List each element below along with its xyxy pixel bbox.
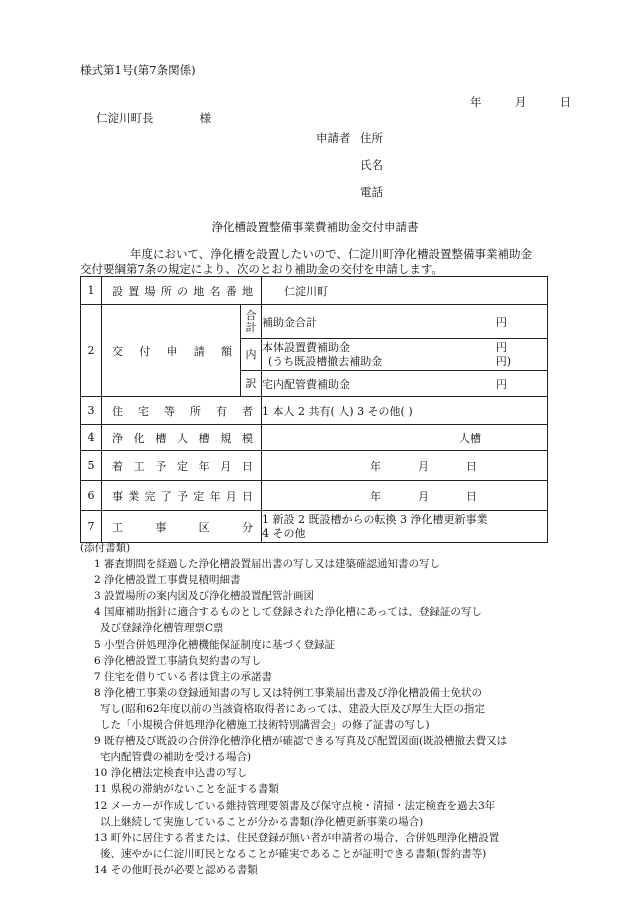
label-char: 等	[164, 404, 175, 418]
label-char: 区	[198, 520, 210, 534]
work-type-options-1: 1 新設 2 既設槽からの転換 3 浄化槽更新事業	[262, 512, 488, 526]
main-amount-label: 本体設置費補助金	[262, 340, 350, 354]
list-item: 2 浄化槽設置工事費見積明細書	[94, 574, 241, 587]
label-char: 申	[166, 344, 178, 358]
label-char: 額	[221, 344, 232, 358]
list-item: 及び登録浄化槽管理票C票	[100, 622, 224, 635]
label-char: 番	[225, 284, 237, 298]
label-char: 工	[112, 520, 123, 534]
label-char: 請	[193, 344, 205, 358]
completion-date-field[interactable]: 年 月 日	[262, 481, 548, 511]
intro-line-2: 交付要綱第7条の規定により、次のとおり補助金の交付を申請します。	[80, 262, 443, 276]
row-number: 5	[81, 451, 102, 481]
date-year-label: 年	[470, 95, 482, 109]
location-value[interactable]: 仁淀川町	[262, 277, 548, 305]
list-item: 14 その他町長が必要と認める書類	[94, 863, 258, 876]
list-item: 8 浄化槽工事業の登録通知書の写し又は特例工事業届出書及び浄化槽設備士免状の	[94, 686, 483, 699]
label-char: 年	[209, 489, 221, 503]
label-char: 槽	[155, 431, 167, 445]
label-char: 事	[112, 489, 123, 503]
row-label-completion-date	[102, 488, 261, 504]
row-label-location	[102, 283, 261, 299]
work-type-field[interactable]	[262, 511, 548, 543]
total-amount-field[interactable]	[262, 305, 548, 339]
label-char: 定	[193, 489, 205, 503]
row-label-amount	[102, 343, 240, 359]
list-item: 12 メーカーが作成している維持管理要領書及び保守点検・清掃・法定検査を過去3年	[94, 799, 496, 812]
label-char: 槽	[198, 431, 210, 445]
pipe-amount-field[interactable]	[262, 371, 548, 397]
list-item: 11 県税の滞納がないことを証する書類	[94, 783, 279, 796]
applicant-label: 申請者	[316, 131, 351, 145]
label-char: 人	[176, 431, 188, 445]
label-char: 浄	[112, 431, 123, 445]
label-char: 地	[193, 284, 205, 298]
label-char: 設	[112, 284, 123, 298]
breakdown-marker-uchi: 内	[241, 339, 262, 371]
label-char: 着	[112, 459, 123, 473]
row-number: 3	[81, 397, 102, 425]
list-item: 4 国庫補助指針に適合するものとして登録された浄化槽にあっては、登録証の写し	[94, 606, 482, 619]
label-char: 者	[242, 404, 253, 418]
applicant-name-label: 氏名	[360, 158, 383, 172]
form-number: 様式第1号(第7条関係)	[80, 63, 196, 77]
addressee-honorific: 様	[199, 111, 211, 125]
label-char: 化	[133, 431, 145, 445]
removal-amount-label: (うち既設槽撤去補助金	[268, 354, 383, 368]
row-number: 4	[81, 425, 102, 451]
label-char: 月	[220, 459, 232, 473]
list-item: 以上継続して実施していることが分かる書類(浄化槽更新事業の場合)	[100, 815, 424, 828]
list-item: 3 設置場所の案内図及び浄化槽設置配管計画図	[94, 590, 315, 603]
date-day-label: 日	[559, 95, 572, 109]
intro-line-1: 年度において、浄化槽を設置したいので、仁淀川町浄化槽設置整備事業補助金	[130, 247, 533, 261]
label-char: 月	[225, 489, 237, 503]
label-char: 事	[155, 520, 167, 534]
yen-unit: 円	[496, 315, 507, 329]
intro-paragraph	[80, 247, 550, 277]
subtotal-marker: 合 計	[241, 305, 262, 339]
list-item: 13 町外に居住する者または、住民登録が無い者が申請者の場合、合併処理浄化槽設置	[94, 831, 500, 844]
attachments-heading: (添付書類)	[80, 542, 131, 554]
row-label-owner	[102, 403, 261, 419]
table-row	[81, 481, 548, 511]
owner-value[interactable]: 1 本人 2 共有( 人) 3 その他( )	[262, 397, 548, 425]
label-char: 日	[242, 489, 253, 503]
table-row	[81, 305, 548, 339]
yen-unit: 円	[496, 340, 507, 354]
label-char: 了	[160, 489, 172, 503]
label-char: 所	[190, 404, 201, 418]
row-number: 1	[81, 277, 102, 305]
row-label-work-type	[102, 519, 261, 535]
label-char: 付	[139, 344, 151, 358]
total-amount-label: 補助金合計	[262, 315, 317, 329]
addressee-name: 仁淀川町長	[96, 111, 154, 125]
table-row	[81, 425, 548, 451]
label-char: 宅	[138, 404, 149, 418]
list-item: 5 小型合併処理浄化槽機能保証制度に基づく登録証	[94, 638, 336, 651]
list-item: 7 住宅を借りている者は貸主の承諾書	[94, 670, 273, 683]
label-char: 有	[216, 404, 227, 418]
row-label-capacity	[102, 430, 261, 446]
main-amount-field[interactable]	[262, 339, 548, 371]
label-char: 完	[144, 489, 156, 503]
work-type-options-2: 4 その他	[262, 526, 306, 540]
table-row	[81, 277, 548, 305]
list-item: 1 審査期間を経過した浄化槽設置届出書の写し又は建築確認通知書の写し	[94, 558, 441, 571]
breakdown-marker-wake: 訳	[241, 371, 262, 397]
date-month-label: 月	[514, 95, 527, 109]
label-char: 予	[155, 459, 167, 473]
addressee	[96, 110, 211, 126]
list-item: 6 浄化槽設置工事請負契約書の写し	[94, 654, 262, 667]
label-char: 定	[176, 459, 188, 473]
applicant-phone-label: 電話	[360, 185, 383, 199]
label-char: 住	[112, 404, 123, 418]
table-row	[81, 511, 548, 543]
table-row	[81, 451, 548, 481]
yen-unit-paren: 円)	[495, 354, 511, 368]
row-number: 2	[81, 305, 102, 397]
list-item: した「小規模合併処理浄化槽施工技術特別講習会」の修了証書の写し)	[100, 719, 430, 732]
label-char: 置	[128, 284, 140, 298]
applicant-address-label: 住所	[360, 131, 383, 145]
label-char: 規	[220, 431, 232, 445]
label-char: 地	[242, 284, 253, 298]
label-char: 年	[198, 459, 210, 473]
application-table	[80, 276, 548, 543]
table-row	[81, 397, 548, 425]
list-item: 10 浄化槽法定検査申込書の写し	[94, 767, 248, 780]
label-char: 日	[241, 459, 253, 473]
list-item: 写し(昭和62年度以前の当該資格取得者にあっては、建設大臣及び厚生大臣の指定	[100, 702, 485, 715]
label-char: 予	[177, 489, 188, 503]
row-number: 7	[81, 511, 102, 543]
list-item: 宅内配管費の補助を受ける場合)	[100, 751, 252, 764]
label-char: 所	[160, 284, 172, 298]
label-char: 場	[144, 284, 156, 298]
document-title: 浄化槽設置整備事業費補助金交付申請書	[211, 220, 419, 234]
application-date	[470, 94, 571, 110]
attachments-list	[80, 540, 560, 878]
capacity-value[interactable]: 人槽	[262, 425, 548, 451]
label-char: 工	[133, 459, 145, 473]
list-item: 9 既存槽及び既設の合併浄化槽浄化槽が確認できる写真及び配置図面(既設槽撤去費又は	[94, 735, 508, 748]
label-char: 分	[241, 520, 253, 534]
label-char: 業	[128, 489, 140, 503]
label-char: 名	[209, 284, 221, 298]
label-char: 模	[241, 431, 253, 445]
pipe-amount-label: 宅内配管費補助金	[262, 377, 350, 391]
list-item: 後、速やかに仁淀川町民となることが確実であることが証明できる書類(誓約書等)	[100, 847, 487, 860]
yen-unit: 円	[496, 377, 507, 391]
row-number: 6	[81, 481, 102, 511]
label-char: 交	[112, 344, 123, 358]
row-label-start-date	[102, 458, 261, 474]
label-char: の	[177, 284, 188, 298]
start-date-field[interactable]: 年 月 日	[262, 451, 548, 481]
